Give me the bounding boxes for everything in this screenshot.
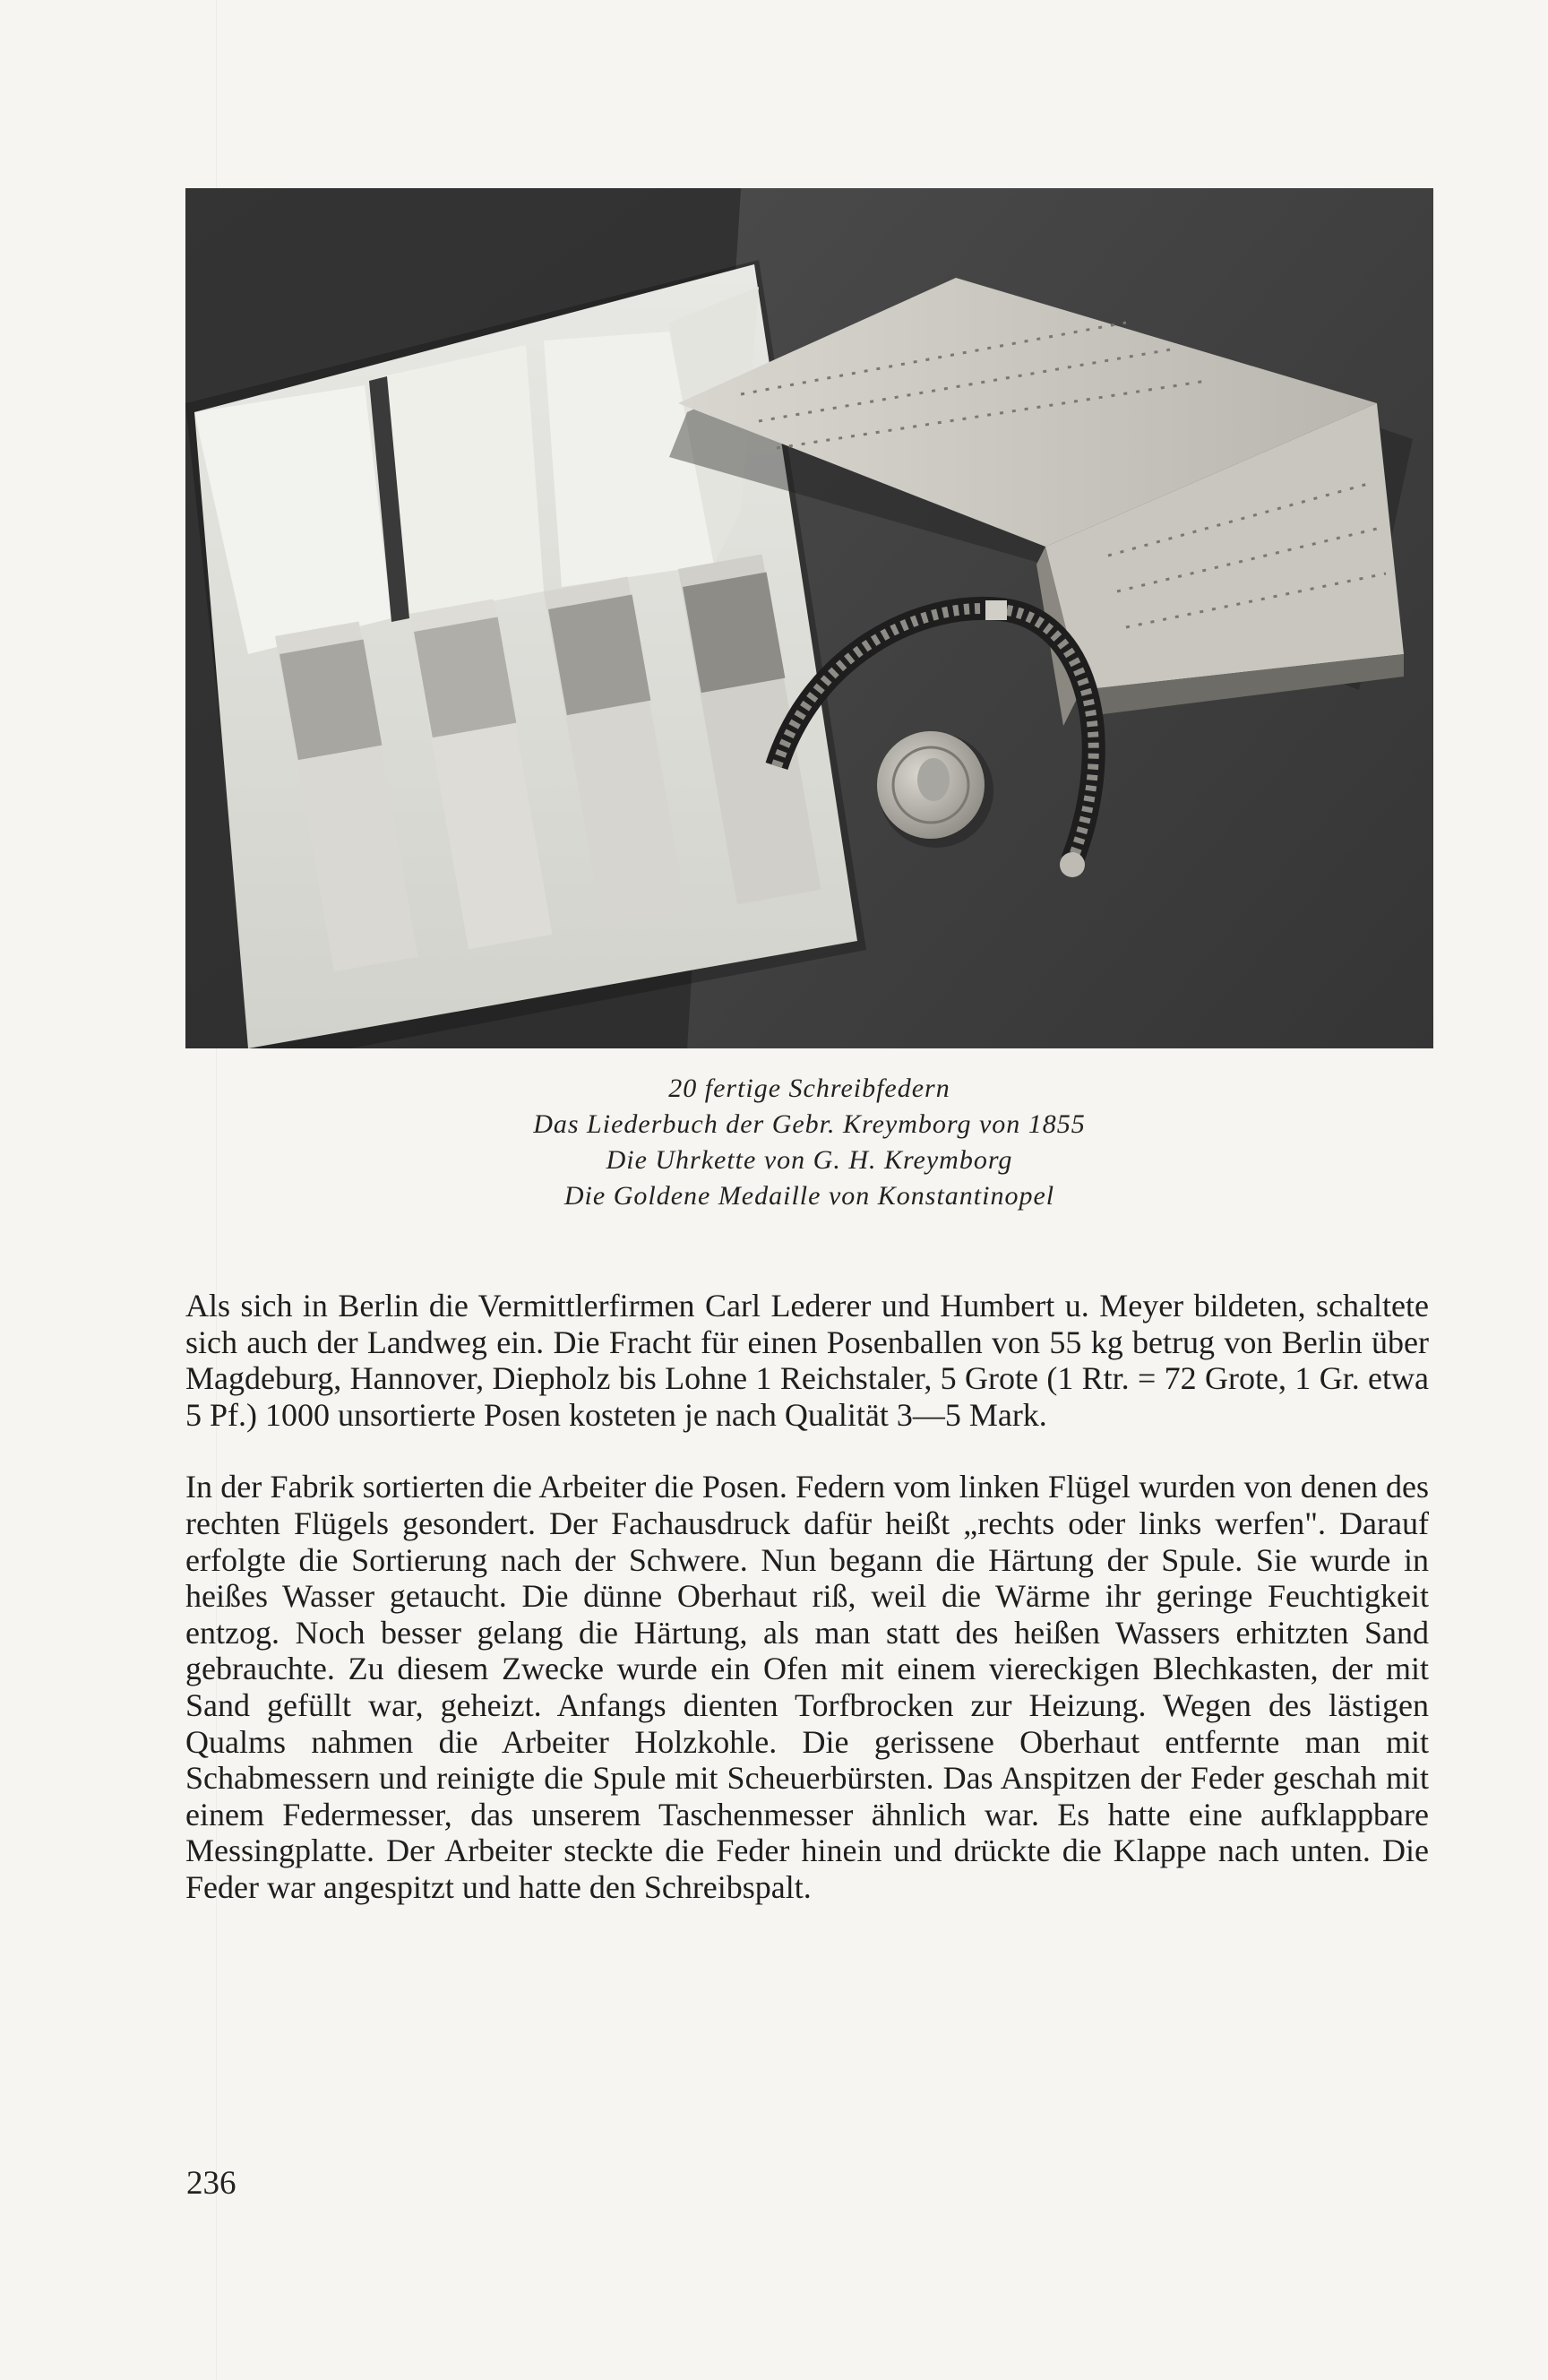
- caption-line: Die Goldene Medaille von Konstantinopel: [563, 1181, 1055, 1211]
- body-text: [185, 1288, 1429, 1942]
- photo-caption: [185, 1071, 1433, 1214]
- photograph-illustration: [185, 188, 1433, 1048]
- caption-line: Die Uhrkette von G. H. Kreymborg: [606, 1145, 1013, 1175]
- page-number: 236: [186, 2165, 236, 2202]
- photograph: [185, 188, 1433, 1048]
- caption-line: Das Liederbuch der Gebr. Kreymborg von 1855: [533, 1109, 1086, 1139]
- paragraph: Als sich in Berlin die Vermittlerfirmen Carl Lederer und Humbert u. Meyer bildeten, schaltete sich auch der Landweg ein. Die Fracht für einen Posenballen von 55 kg betrug von Berlin über Magdeburg, Hannover, Diepholz bis Lohne 1 Reichstaler, 5 Grote (1 Rtr. = 72 Grote, 1 Gr. etwa 5 Pf.) 1000 unsortierte Posen kosteten je nach Qualität 3—5 Mark.: [185, 1288, 1429, 1433]
- paragraph: In der Fabrik sortierten die Arbeiter die Posen. Federn vom linken Flügel wurden von denen des rechten Flügels gesondert. Der Fachausdruck dafür heißt „rechts oder links werfen". Darauf erfolgte die Sortierung nach der Schwere. Nun begann die Härtung der Spule. Sie wurde in heißes Wasser getaucht. Die dünne Oberhaut riß, weil die Wärme ihr geringe Feuchtigkeit entzog. Noch besser gelang die Härtung, als man statt des heißen Wassers erhitzten Sand gebrauchte. Zu diesem Zwecke wurde ein Ofen mit einem viereckigen Blechkasten, der mit Sand gefüllt war, geheizt. Anfangs dienten Torfbrocken zur Heizung. Wegen des lästigen Qualms nahmen die Arbeiter Holzkohle. Die gerissene Oberhaut entfernte man mit Schabmessern und reinigte die Spule mit Scheuerbürsten. Das Anspitzen der Feder geschah mit einem Federmesser, das unserem Taschenmesser ähnlich war. Es hatte eine aufklappbare Messingplatte. Der Arbeiter steckte die Feder hinein und drückte die Klappe nach unten. Die Feder war angespitzt und hatte den Schreibspalt.: [185, 1469, 1429, 1905]
- caption-line: 20 fertige Schreibfedern: [668, 1074, 950, 1103]
